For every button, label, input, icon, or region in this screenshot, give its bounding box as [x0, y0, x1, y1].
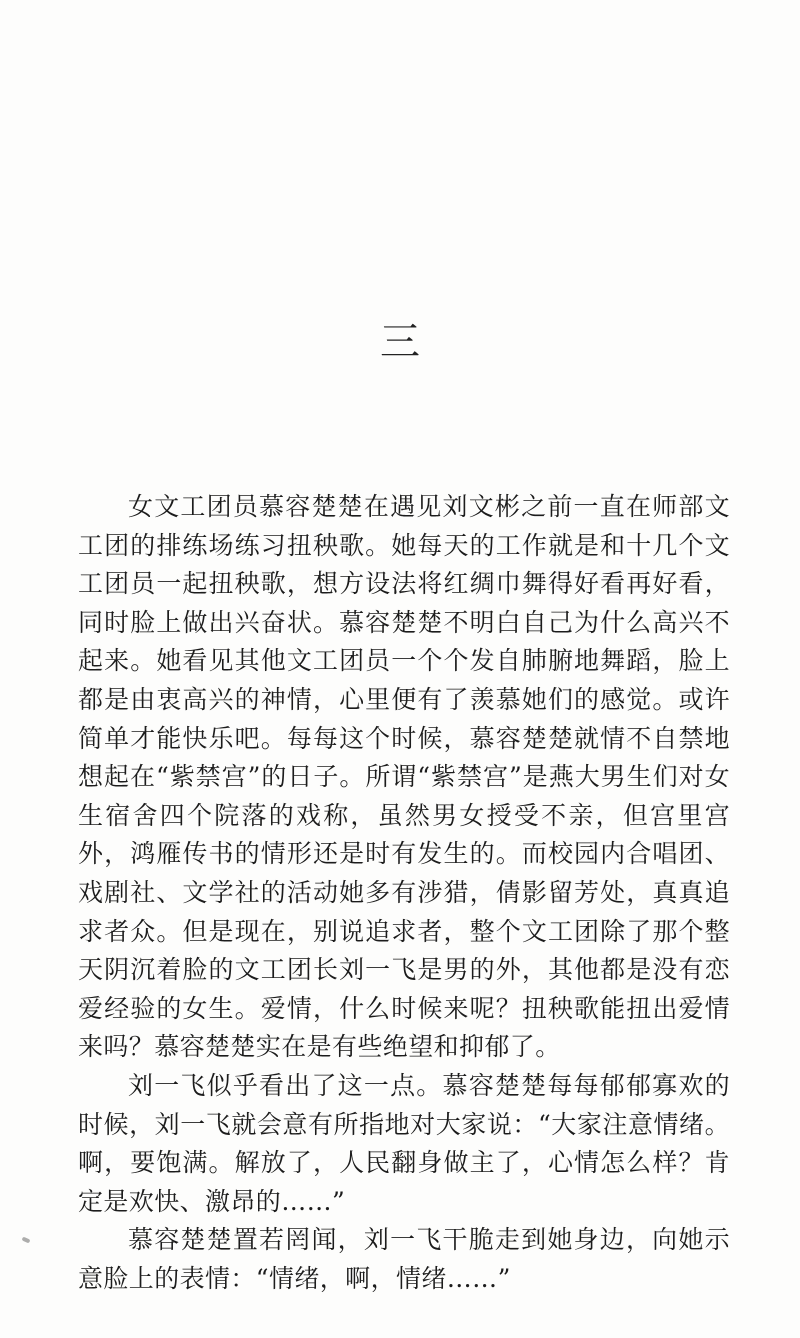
- paragraph: 女文工团员慕容楚楚在遇见刘文彬之前一直在师部文工团的排练场练习扭秧歌。她每天的工作就是和十几个文工团员一起扭秧歌，想方设法将红绸巾舞得好看再好看，同时脸上做出兴奋状。慕容楚楚不明白自己为什么高兴不起来。她看见其他文工团员一个个发自肺腑地舞蹈，脸上都是由衷高兴的神情，心里便有了羡慕她们的感觉。或许简单才能快乐吧。每每这个时候，慕容楚楚就情不自禁地想起在“紫禁宫”的日子。所谓“紫禁宫”是燕大男生们对女生宿舍四个院落的戏称，虽然男女授受不亲，但宫里宫外，鸿雁传书的情形还是时有发生的。而校园内合唱团、戏剧社、文学社的活动她多有涉猎，倩影留芳处，真真追求者众。但是现在，别说追求者，整个文工团除了那个整天阴沉着脸的文工团长刘一飞是男的外，其他都是没有恋爱经验的女生。爱情，什么时候来呢？扭秧歌能扭出爱情来吗？慕容楚楚实在是有些绝望和抑郁了。: [78, 492, 730, 1062]
- paragraph: 刘一飞似乎看出了这一点。慕容楚楚每每郁郁寡欢的时候，刘一飞就会意有所指地对大家说：“大家注意情绪。啊，要饱满。解放了，人民翻身做主了，心情怎么样？肯定是欢快、激昂的……”: [78, 1070, 730, 1216]
- scan-speck: [22, 1236, 31, 1243]
- body-text: [78, 488, 730, 1298]
- chapter-heading: 三: [380, 319, 420, 365]
- paragraph: 慕容楚楚置若罔闻，刘一飞干脆走到她身边，向她示意脸上的表情：“情绪，啊，情绪……”: [78, 1225, 730, 1293]
